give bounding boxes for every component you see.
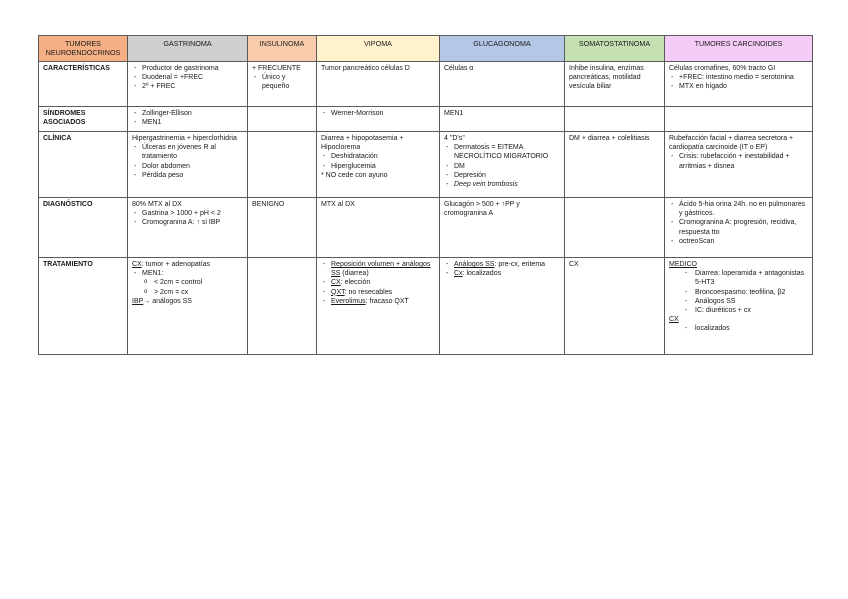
cell-glucagonoma-tratamiento xyxy=(440,258,565,355)
list-item: - Productor de gastrinoma xyxy=(132,64,243,73)
header-vipoma: VIPOMA xyxy=(317,36,440,62)
row-caracteristicas xyxy=(39,62,813,107)
list-item: - 2º + FREC xyxy=(132,82,243,91)
row-label-diagnostico: DIAGNÓSTICO xyxy=(39,198,128,258)
list-item: - Zollinger-Ellison xyxy=(132,109,243,118)
cell-vipoma-sindromes xyxy=(317,107,440,132)
row-label-caracteristicas: CARACTERÍSTICAS xyxy=(39,62,128,107)
list-item: - MTX en hígado xyxy=(669,82,808,91)
cell-glucagonoma-sindromes: MEN1 xyxy=(440,107,565,132)
list-item: - QXT: no resecables xyxy=(321,288,435,297)
row-label-sindromes: SÍNDROMES ASOCIADOS xyxy=(39,107,128,132)
row-label-tratamiento: TRATAMIENTO xyxy=(39,258,128,355)
list-item: - +FREC: intestino medio = serotonina xyxy=(669,73,808,82)
cell-somatostatinoma-diagnostico xyxy=(565,198,665,258)
cell-somatostatinoma-tratamiento: CX xyxy=(565,258,665,355)
row-label-clinica: CLÍNICA xyxy=(39,132,128,198)
row-diagnostico xyxy=(39,198,813,258)
cell-gastrinoma-sindromes xyxy=(128,107,248,132)
cell-intro: Rubefacción facial + diarrea secretora + cardiopatía carcinoide (IT o EP) xyxy=(669,135,794,152)
list-item: - CX: elección xyxy=(321,278,435,287)
list-item: - Cromogranina A: ↑ si IBP xyxy=(132,218,243,227)
cell-carcinoides-clinica xyxy=(665,132,813,198)
cell-vipoma-diagnostico: MTX al DX xyxy=(317,198,440,258)
cell-glucagonoma-diagnostico: Glucagón > 500 + ↑PP y cromogranina A xyxy=(440,198,565,258)
list-item: - MEN1: xyxy=(132,269,243,278)
row-clinica xyxy=(39,132,813,198)
list-item: - Crisis: rubefacción + inestabilidad + arritmias + disnea xyxy=(669,152,808,170)
cell-intro: 80% MTX al DX xyxy=(132,201,182,208)
cell-glucagonoma-clinica xyxy=(440,132,565,198)
header-somatostatinoma: SOMATOSTATINOMA xyxy=(565,36,665,62)
cell-glucagonoma-caracteristicas: Células α xyxy=(440,62,565,107)
row-sindromes xyxy=(39,107,813,132)
cell-intro: 4 "D's" xyxy=(444,135,465,142)
list-item: - Deshidratación xyxy=(321,152,435,161)
list-item: - Gastrina > 1000 + pH < 2 xyxy=(132,209,243,218)
cell-intro: Hipergastrinemia + hiperclorhidria xyxy=(132,135,237,142)
cell-vipoma-tratamiento xyxy=(317,258,440,355)
cell-carcinoides-sindromes xyxy=(665,107,813,132)
list-item: - Cx: localizados xyxy=(444,269,560,278)
list-item: - Ácido 5-hia orina 24h. no en pulmonares y gástricos. xyxy=(669,200,808,218)
list-item: - Diarrea: loperamida + antagonistas 5-HT3 xyxy=(669,269,808,287)
medico-label: MEDICO xyxy=(669,261,697,268)
row-tratamiento xyxy=(39,258,813,355)
cell-somatostatinoma-clinica: DM + diarrea + colelitiasis xyxy=(565,132,665,198)
cell-vipoma-clinica xyxy=(317,132,440,198)
cell-insulinoma-caracteristicas xyxy=(248,62,317,107)
cell-carcinoides-caracteristicas xyxy=(665,62,813,107)
ibp-text: → análogos SS xyxy=(143,297,192,305)
list-item: - Broncoespasmo: teofilina, β2 xyxy=(669,288,808,297)
list-item: - Único y pequeño xyxy=(252,73,312,91)
header-tumores-carcinoides: TUMORES CARCINOIDES xyxy=(665,36,813,62)
list-item: - Depresión xyxy=(444,171,560,180)
list-item: - IC: diuréticos + cx xyxy=(669,306,808,315)
ibp-label: IBP xyxy=(132,297,144,305)
cell-intro: Células cromafines, 60% tracto GI xyxy=(669,65,776,72)
cx-label: CX xyxy=(132,261,142,268)
list-item: + FRECUENTE xyxy=(252,65,301,72)
cell-carcinoides-tratamiento xyxy=(665,258,813,355)
list-item: - Dolor abdomen xyxy=(132,162,243,171)
list-item: - Everolimus: fracaso QXT xyxy=(321,297,435,306)
list-item: - Cromogranina A: progresión, recidiva, respuesta tto xyxy=(669,218,808,236)
list-item: - Deep vein trombosis xyxy=(444,180,560,189)
list-item: - Pérdida peso xyxy=(132,171,243,180)
list-item: - Duodenal = +FREC xyxy=(132,73,243,82)
cell-gastrinoma-tratamiento xyxy=(128,258,248,355)
cell-gastrinoma-diagnostico xyxy=(128,198,248,258)
list-item: o < 2cm = control xyxy=(132,278,243,287)
header-glucagonoma: GLUCAGONOMA xyxy=(440,36,565,62)
list-item: - DM xyxy=(444,162,560,171)
list-item: - octreoScan xyxy=(669,237,808,246)
header-row xyxy=(39,36,813,62)
cell-insulinoma-diagnostico: BENIGNO xyxy=(248,198,317,258)
list-item: - Dermatosis = EITEMA NECROLÍTICO MIGRATORIO xyxy=(444,143,560,161)
neuroendocrine-tumors-table xyxy=(38,35,813,355)
list-item: - Hiperglucemia xyxy=(321,162,435,171)
cell-insulinoma-clinica xyxy=(248,132,317,198)
list-item: - MEN1 xyxy=(132,118,243,127)
list-item: - Úlceras en jóvenes R al tratamiento xyxy=(132,143,243,161)
header-tumores-neuroendocrinos: TUMORES NEUROENDOCRINOS xyxy=(39,36,128,62)
list-item: - Reposición volumen + análogos SS (diarrea) xyxy=(321,260,435,278)
cx-label: CX xyxy=(669,316,679,324)
list-item: - Werner-Morrison xyxy=(321,109,435,118)
cell-gastrinoma-clinica xyxy=(128,132,248,198)
list-item: o > 2cm = cx xyxy=(132,288,243,297)
cell-somatostatinoma-caracteristicas: Inhibe insulina, enzimas pancreáticas, motilidad vesícula biliar xyxy=(565,62,665,107)
cell-carcinoides-diagnostico xyxy=(665,198,813,258)
cell-insulinoma-tratamiento xyxy=(248,258,317,355)
cell-gastrinoma-caracteristicas xyxy=(128,62,248,107)
cell-insulinoma-sindromes xyxy=(248,107,317,132)
cell-somatostatinoma-sindromes xyxy=(565,107,665,132)
list-item: - Análogos SS xyxy=(669,297,808,306)
header-gastrinoma: GASTRINOMA xyxy=(128,36,248,62)
cx-text: : tumor + adenopatías xyxy=(141,261,211,268)
cell-note: * NO cede con ayuno xyxy=(321,171,388,179)
list-item: - localizados xyxy=(669,324,808,333)
cell-intro: Diarrea + hipopotasemia + Hipoclorema xyxy=(321,135,404,152)
list-item: - Análogos SS: pre-cx, eritema xyxy=(444,260,560,269)
cell-vipoma-caracteristicas: Tumor pancreático células D xyxy=(317,62,440,107)
header-insulinoma: INSULINOMA xyxy=(248,36,317,62)
